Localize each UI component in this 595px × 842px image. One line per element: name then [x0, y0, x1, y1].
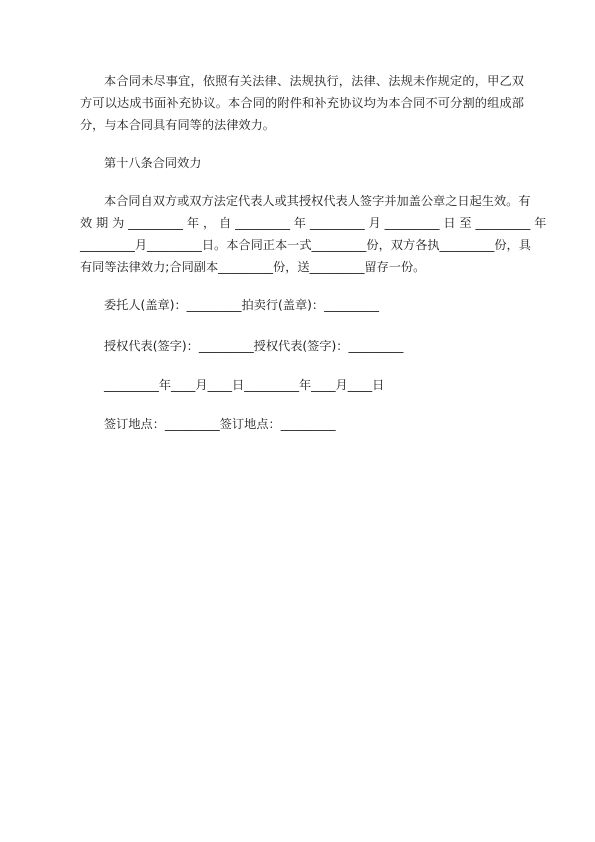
effect-paragraph-line-1: 本合同自双方或双方法定代表人或其授权代表人签字并加盖公章之日起生效。有 [104, 194, 531, 208]
supplement-paragraph: 本合同未尽事宜，依照有关法律、法规执行，法律、法规未作规定的，甲乙双方可以达成书面补充协议。本合同的附件和补充协议均为本合同不可分割的组成部分，与本合同具有同等的法律效力。 [80, 74, 524, 132]
effect-paragraph-line-4: 有同等法律效力;合同副本_________份，送_________留存一份。 [80, 260, 426, 274]
effect-paragraph-line-2: 效 期 为 _________ 年 ， 自 _________ 年 _________ 月 _________ 日 至 _________ 年 [80, 216, 547, 230]
signature-principal-line: 委托人(盖章)：_________拍卖行(盖章)：_________ [104, 298, 379, 312]
article-heading: 第十八条合同效力 [104, 156, 202, 170]
signature-date-line: _________年____月____日_________年____月____日 [104, 378, 385, 392]
signature-place-line: 签订地点：_________签订地点：_________ [104, 417, 336, 431]
effect-paragraph-line-3: _________月_________日。本合同正本一式_________份，双方各执_________份，具 [80, 238, 531, 252]
signature-authorized-line: 授权代表(签字)：_________授权代表(签字)：_________ [104, 339, 404, 353]
